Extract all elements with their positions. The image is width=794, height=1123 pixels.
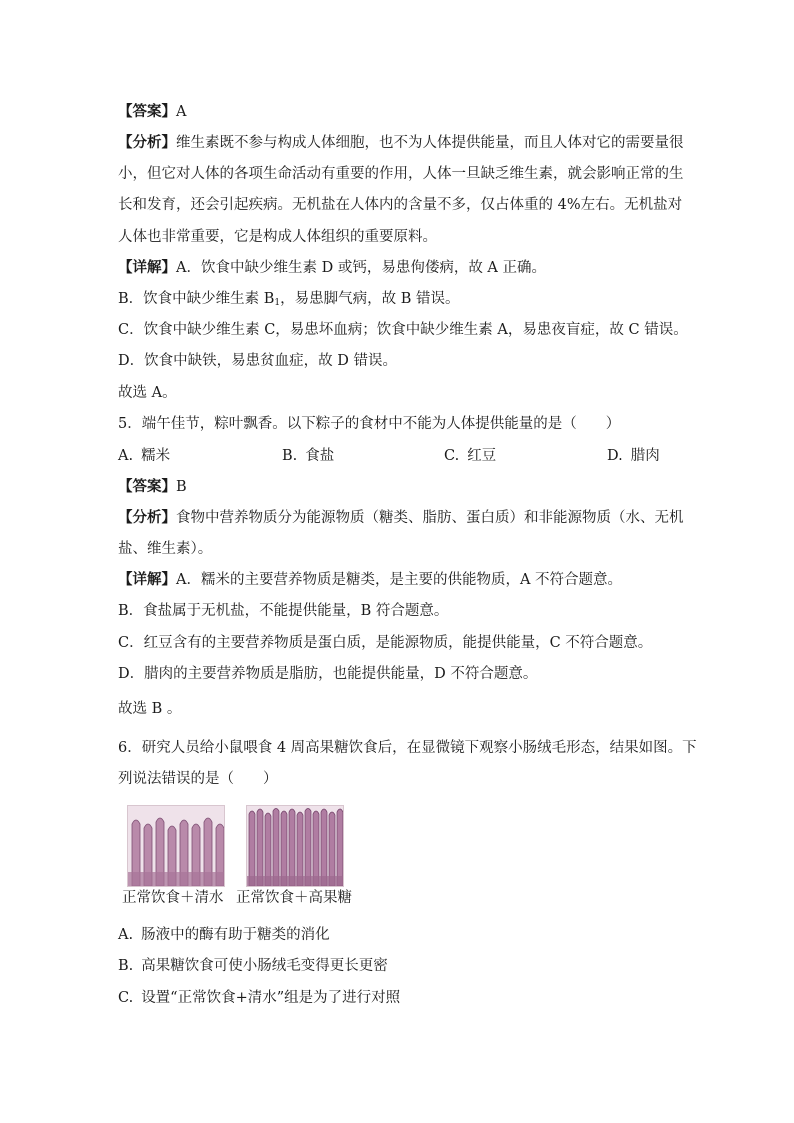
option-letter: A. <box>118 927 134 943</box>
option-text: 肠液中的酶有助于糖类的消化 <box>141 927 330 943</box>
option-text: 设置“正常饮食+清水”组是为了进行对照 <box>141 990 401 1006</box>
q4-detail-line-d: D．饮食中缺铁，易患贫血症，故 D 错误。 <box>118 353 397 369</box>
analysis-text: 食物中营养物质分为能源物质（糖类、脂肪、蛋白质）和非能源物质（水、无机 <box>176 510 684 526</box>
option-text: 高果糖饮食可使小肠绒毛变得更长更密 <box>141 958 388 974</box>
answer-tag: 【答案】 <box>118 103 176 120</box>
option-letter: C. <box>118 990 134 1006</box>
detail-tag: 【详解】 <box>118 571 176 588</box>
q5-option-c <box>444 446 496 466</box>
figure-caption-control: 正常饮食＋清水 <box>122 890 224 906</box>
option-letter: B. <box>282 448 298 464</box>
option-text: 腊肉 <box>630 448 660 464</box>
option-text: 糯米 <box>141 448 171 464</box>
q6-question-line-2: 列说法错误的是（ ） <box>118 771 278 787</box>
micrograph-fructose-image <box>246 805 344 887</box>
q4-detail-line-c: C．饮食中缺少维生素 C，易患坏血病；饮食中缺少维生素 A，易患夜盲症，故 C 错误。 <box>118 322 688 338</box>
option-text: 食盐 <box>305 448 335 464</box>
q4-analysis-line-2: 小，但它对人体的各项生命活动有重要的作用，人体一旦缺乏维生素，就会影响正常的生 <box>118 166 684 182</box>
q5-detail-line-a <box>118 570 678 590</box>
analysis-text: 维生素既不参与构成人体细胞，也不为人体提供能量，而且人体对它的需要量很 <box>176 135 684 151</box>
q5-detail-line-b: B．食盐属于无机盐，不能提供能量，B 符合题意。 <box>118 603 449 619</box>
detail-b-post: ，易患脚气病，故 B 错误。 <box>280 291 460 307</box>
answer-tag: 【答案】 <box>118 478 176 495</box>
q4-conclusion: 故选 A。 <box>118 385 177 401</box>
q6-option-b <box>118 956 388 976</box>
q4-analysis-line-4: 人体也非常重要，它是构成人体组织的重要原料。 <box>118 229 437 245</box>
q6-question-line-1: 6．研究人员给小鼠喂食 4 周高果糖饮食后，在显微镜下观察小肠绒毛形态，结果如图。下 <box>118 740 697 756</box>
q5-analysis-line-1 <box>118 508 684 528</box>
q5-option-b <box>282 446 334 466</box>
option-letter: B. <box>118 958 134 974</box>
detail-tag: 【详解】 <box>118 259 176 276</box>
analysis-tag: 【分析】 <box>118 509 176 526</box>
q5-conclusion: 故选 B 。 <box>118 701 182 717</box>
q5-detail-line-c: C．红豆含有的主要营养物质是蛋白质，是能源物质，能提供能量，C 不符合题意。 <box>118 635 653 651</box>
q6-option-c <box>118 988 400 1008</box>
q5-option-d <box>607 446 660 466</box>
micrograph-control-image <box>127 805 225 887</box>
answer-value: B <box>176 479 187 495</box>
q4-analysis-line-1 <box>118 133 684 153</box>
q4-detail-line-b <box>118 289 678 313</box>
detail-text: A．糯米的主要营养物质是糖类，是主要的供能物质，A 不符合题意。 <box>176 572 623 588</box>
detail-text: A．饮食中缺少维生素 D 或钙，易患佝偻病，故 A 正确。 <box>176 260 547 276</box>
detail-b-pre: B．饮食中缺少维生素 B <box>118 291 275 307</box>
q5-question: 5．端午佳节，粽叶飘香。以下粽子的食材中不能为人体提供能量的是（ ） <box>118 416 621 432</box>
q5-analysis-line-2: 盐、维生素）。 <box>118 541 213 557</box>
q5-answer-line <box>118 477 678 497</box>
q4-answer-line <box>118 102 678 122</box>
option-text: 红豆 <box>467 448 497 464</box>
option-letter: A. <box>118 448 134 464</box>
analysis-tag: 【分析】 <box>118 134 176 151</box>
option-letter: D. <box>607 448 623 464</box>
q4-analysis-line-3: 长和发育，还会引起疾病。无机盐在人体内的含量不多，仅占体重的 4%左右。无机盐对 <box>118 197 683 213</box>
q5-detail-line-d: D．腊肉的主要营养物质是脂肪，也能提供能量，D 不符合题意。 <box>118 666 538 682</box>
q5-option-a <box>118 446 170 466</box>
figure-caption-fructose: 正常饮食＋高果糖 <box>236 890 352 906</box>
answer-value: A <box>176 104 187 120</box>
option-letter: C. <box>444 448 460 464</box>
detail-b-subscript: 1 <box>274 298 281 308</box>
q4-detail-line-a <box>118 258 678 278</box>
q6-option-a <box>118 925 330 945</box>
